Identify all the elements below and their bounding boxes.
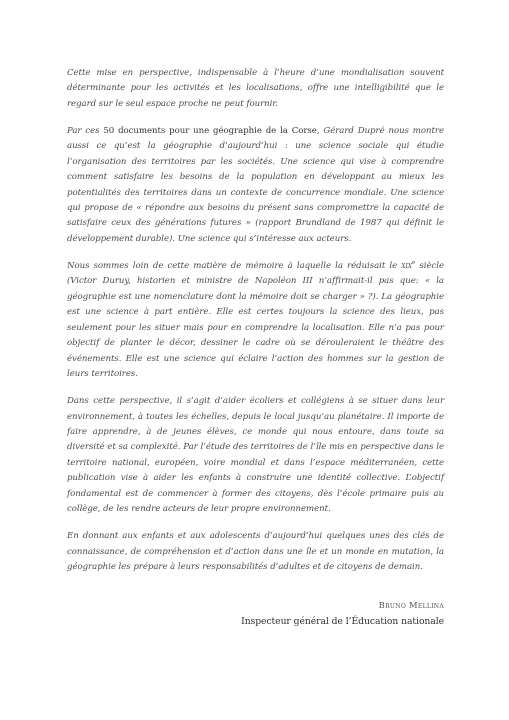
paragraph-3-lead: Nous sommes loin de cette matière de mémoire à laquelle la réduisait le xyxy=(67,261,402,272)
paragraph-2-body: , Gérard Dupré nous montre aussi ce qu’est la géographie d’aujourd’hui : une science sociale qui étudie l’organisation des territoires par les sociétés. Une science qui vise à comprendre comment satisfaire les besoins de la population en développant au mieux les potentialités des territoires dans un contexte de concurrence mondiale. Une science qui propose de « répondre aux besoins du présent sans compromettre la capacité de satisfaire ceux des générations futures » (rapport Brundland de 1987 qui définit le développement durable). Une science qui s’intéresse aux acteurs. xyxy=(67,126,444,244)
paragraph-2 xyxy=(67,124,444,247)
paragraph-3 xyxy=(67,259,444,382)
century-suffix: e xyxy=(412,260,416,267)
author-name: Bruno Mellina xyxy=(378,600,444,611)
paragraph-2-lead: Par ces xyxy=(67,126,104,137)
paragraph-4: Dans cette perspective, il s’agit d’aider écoliers et collégiens à se situer dans leur environnement, à toutes les échelles, depuis le local jusqu’au planétaire. Il importe de faire apprendre, à de jeunes élèves, ce monde qui nous entoure, dans toute sa diversité et sa complexité. Par l’étude des territoires de l’île mis en perspective dans le territoire national, européen, voire mondial et dans l’espace méditerranéen, cette publication vise à aider les enfants à construire une identité collective. L’objectif fondamental est de commencer à former des citoyens, dès l’école primaire puis au collège, de les rendre acteurs de leur propre environnement. xyxy=(67,396,444,514)
paragraph-3-body: siècle (Victor Duruy, historien et ministre de Napoléon III n’affirmait-il pas que: « la géographie est une nomenclature dont la mémoire doit se charger » ?). La géographie est une science à part entière. Elle est certes toujours la science des lieux, pas seulement pour les situer mais pour en comprendre la localisation. Elle n’a pas pour objectif de planter le décor, dessiner le cadre où se dérouleraient le théâtre des événements. Elle est une science qui éclaire l’action des hommes sur la gestion de leurs territoires. xyxy=(67,261,444,379)
preface-text-block xyxy=(67,66,444,629)
signature-block xyxy=(67,598,444,629)
book-title: 50 documents pour une géographie de la Corse xyxy=(103,126,317,137)
paragraph-1: Cette mise en perspective, indispensable à l’heure d’une mondialisation souvent déterminante pour les activités et les localisations, offre une intelligibilité que le regard sur le seul espace proche ne peut fournir. xyxy=(67,68,444,109)
author-title: Inspecteur général de l’Éducation nationale xyxy=(241,615,444,627)
century-numeral: xix xyxy=(401,261,413,272)
paragraph-5: En donnant aux enfants et aux adolescents d’aujourd’hui quelques unes des clés de connaissance, de compréhension et d’action dans une île et un monde en mutation, la géographie les prépare à leurs responsabilités d’adultes et de citoyens de demain. xyxy=(67,531,444,572)
